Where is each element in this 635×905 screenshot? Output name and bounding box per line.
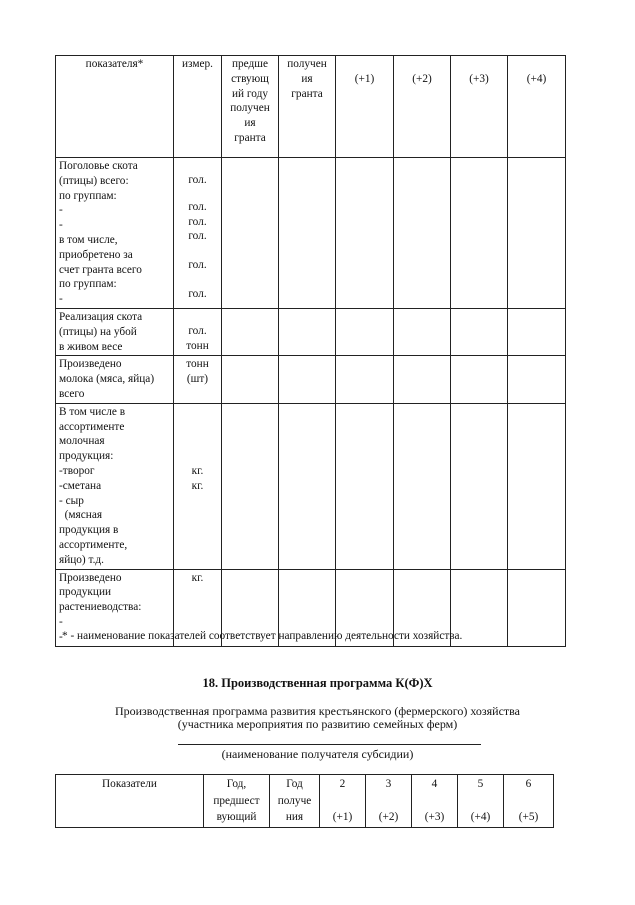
- row-label-line: продукции: [59, 586, 112, 599]
- header-line: показателя*: [85, 58, 144, 70]
- empty-cell: [508, 308, 566, 355]
- row-unit-line: [177, 188, 218, 200]
- row-label-line: Реализация скота: [59, 310, 143, 323]
- header-year-offset: (+5): [518, 810, 539, 823]
- empty-cell: [336, 308, 394, 355]
- empty-cell: [508, 356, 566, 403]
- recipient-caption: (наименование получателя субсидии): [221, 747, 414, 761]
- row-label-line: - сыр: [59, 494, 84, 507]
- row-unit-line: гол.: [188, 287, 207, 300]
- header-line: получен: [287, 58, 327, 70]
- row-label-line: всего: [59, 387, 85, 400]
- header-year-2: [320, 775, 366, 828]
- row-label-line: Поголовье скота: [59, 160, 138, 172]
- row-label-line: В том числе в: [59, 405, 126, 418]
- row-label-line: -: [59, 615, 63, 628]
- row-label-line: -: [59, 293, 63, 306]
- empty-cell: [508, 158, 566, 309]
- row-label-line: ассортименте,: [59, 538, 128, 551]
- indicators-table: [55, 55, 566, 647]
- row-label-line: -сметана: [59, 479, 102, 492]
- empty-cell: [279, 308, 336, 355]
- header-line: (+3): [469, 73, 489, 85]
- empty-cell: [451, 356, 508, 403]
- header-line: Год,: [226, 778, 247, 790]
- header-year-offset: (+1): [332, 810, 353, 823]
- row-label-line: (птицы) всего:: [59, 174, 129, 187]
- header-year-plus-4: [508, 56, 566, 158]
- empty-cell: [508, 569, 566, 646]
- row-unit-line: [177, 310, 218, 324]
- row-label-line: ассортименте: [59, 420, 125, 433]
- header-year-offset: (+4): [470, 810, 491, 823]
- row-unit-cell: [174, 403, 222, 569]
- empty-cell: [508, 403, 566, 569]
- row-label-cell: [56, 356, 174, 403]
- header-line: ий году: [232, 87, 268, 100]
- row-unit-line: тонн: [186, 358, 209, 371]
- row-label-line: растениеводства:: [59, 601, 142, 614]
- empty-cell: [279, 158, 336, 309]
- table-row: [56, 308, 566, 355]
- header-line: гранта: [291, 87, 323, 100]
- production-program-table: [55, 774, 554, 828]
- header-year-offset: (+3): [424, 810, 445, 823]
- row-label-line: в живом весе: [59, 340, 123, 353]
- header-year-number: 6: [525, 778, 532, 790]
- header-line: получен: [230, 102, 270, 115]
- header-line: ствующ: [231, 72, 269, 85]
- row-label-cell: [56, 308, 174, 355]
- row-unit-line: кг.: [191, 571, 204, 584]
- row-unit-line: [177, 273, 218, 287]
- header-year-number: 2: [339, 778, 346, 790]
- row-label-line: (мясная: [59, 509, 103, 522]
- row-label-line: Произведено: [59, 358, 122, 371]
- header-year-plus-1: [336, 56, 394, 158]
- recipient-name-line: [178, 744, 481, 745]
- empty-cell: [336, 356, 394, 403]
- row-unit-line: гол.: [188, 174, 207, 186]
- row-label-line: счет гранта всего: [59, 263, 142, 276]
- row-unit-line: тонн: [186, 339, 209, 352]
- header-year-number: 4: [431, 778, 438, 790]
- row-unit-cell: [174, 356, 222, 403]
- row-label-line: -: [59, 219, 63, 232]
- row-unit-line: гол.: [188, 200, 207, 213]
- header-line: Показатели: [102, 778, 157, 790]
- row-label-line: в том числе,: [59, 233, 118, 246]
- empty-cell: [279, 403, 336, 569]
- header-indicators-cell: [56, 775, 204, 828]
- section-title: 18. Производственная программа К(Ф)Х: [202, 676, 433, 690]
- table-row: [56, 403, 566, 569]
- header-line: ия: [301, 72, 313, 85]
- header-year-offset: (+2): [378, 810, 399, 823]
- row-unit-line: [177, 244, 218, 258]
- row-label-line: -творог: [59, 464, 95, 477]
- row-unit-line: кг.: [191, 479, 204, 492]
- header-line: ния: [285, 811, 304, 823]
- header-line: Год: [286, 778, 303, 790]
- header-line: измер.: [182, 58, 213, 70]
- empty-cell: [222, 308, 279, 355]
- row-label-line: -: [59, 630, 63, 643]
- empty-cell: [394, 158, 451, 309]
- row-label-line: Произведено: [59, 571, 122, 584]
- empty-cell: [394, 356, 451, 403]
- header-line: (+1): [354, 73, 375, 85]
- row-label-line: по группам:: [59, 278, 117, 291]
- empty-cell: [451, 403, 508, 569]
- row-label-cell: [56, 403, 174, 569]
- header-line: получе: [277, 794, 312, 807]
- header-grant-year-cell: [279, 56, 336, 158]
- header-indicator-cell: [56, 56, 174, 158]
- header-line: (+2): [412, 73, 432, 85]
- header-year-plus-2: [394, 56, 451, 158]
- header-year-number: 3: [385, 778, 392, 790]
- row-label-line: приобретено за: [59, 248, 133, 261]
- header-year-plus-3: [451, 56, 508, 158]
- empty-cell: [451, 158, 508, 309]
- row-label-line: -: [59, 204, 63, 217]
- program-header-row: [56, 775, 554, 828]
- header-prev-year-cell: [204, 775, 270, 828]
- header-year-4: [412, 775, 458, 828]
- empty-cell: [222, 158, 279, 309]
- header-line: вующий: [216, 811, 257, 823]
- header-year-3: [366, 775, 412, 828]
- row-label-line: (птицы) на убой: [59, 325, 137, 338]
- row-unit-line: гол.: [188, 215, 207, 228]
- header-year-5: [458, 775, 504, 828]
- header-unit-cell: [174, 56, 222, 158]
- row-unit-line: (шт): [186, 373, 209, 386]
- program-subtitle: Производственная программа развития крестьянского (фермерского) хозяйства: [114, 704, 521, 718]
- row-label-line: молочная: [59, 435, 105, 448]
- header-line: предше: [231, 58, 269, 70]
- program-subtitle-note: (участника мероприятия по развитию семейных ферм): [177, 717, 458, 731]
- row-label-line: по группам:: [59, 189, 117, 202]
- empty-cell: [279, 356, 336, 403]
- row-label-line: продукция в: [59, 524, 119, 537]
- row-unit-cell: [174, 308, 222, 355]
- empty-cell: [394, 403, 451, 569]
- header-line: гранта: [234, 131, 266, 144]
- header-line: ия: [244, 117, 256, 130]
- table-row: [56, 158, 566, 309]
- row-label-line: молока (мяса, яйца): [59, 373, 155, 386]
- header-line: предшест: [213, 794, 260, 807]
- row-label-line: яйцо) т.д.: [59, 553, 105, 566]
- empty-cell: [336, 403, 394, 569]
- empty-cell: [336, 158, 394, 309]
- header-year-number: 5: [477, 778, 484, 790]
- header-line: (+4): [526, 73, 547, 85]
- row-unit-line: гол.: [188, 230, 207, 243]
- empty-cell: [394, 308, 451, 355]
- header-prev-year-cell: [222, 56, 279, 158]
- row-unit-line: гол.: [188, 324, 207, 337]
- row-unit-cell: [174, 158, 222, 309]
- table-row: [56, 356, 566, 403]
- empty-cell: [451, 308, 508, 355]
- empty-cell: [222, 403, 279, 569]
- indicators-header-row: [56, 56, 566, 158]
- footnote: * - наименование показателей соответствует направлению деятельности хозяйства.: [62, 630, 463, 642]
- empty-cell: [222, 356, 279, 403]
- header-grant-year-cell: [270, 775, 320, 828]
- row-label-line: продукция:: [59, 450, 114, 463]
- row-unit-line: кг.: [191, 464, 204, 477]
- row-unit-line: гол.: [188, 259, 207, 272]
- row-label-cell: [56, 158, 174, 309]
- header-year-6: [504, 775, 554, 828]
